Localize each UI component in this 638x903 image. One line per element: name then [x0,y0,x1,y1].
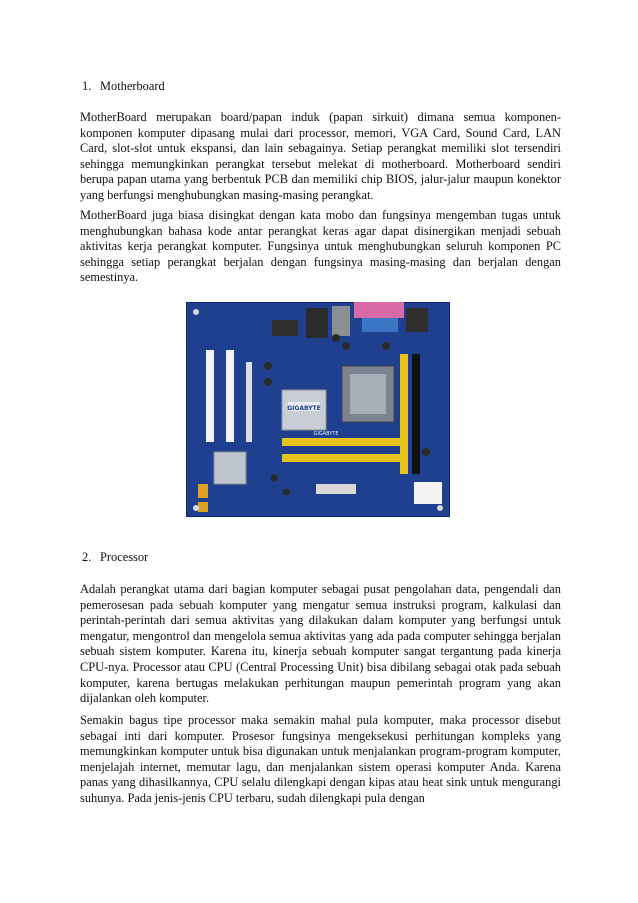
io-port [306,308,328,338]
section-title: Motherboard [100,79,165,93]
motherboard-image [186,302,450,517]
paragraph: MotherBoard merupakan board/papan induk (papan sirkuit) dimana semua komponen-komponen komputer dipasang mulai dari processor, memori, VGA Card, Sound Card, LAN Card, slot-slot untuk ekspansi, dan lain sebagainya. Setiap perangkat memiliki slot tersendiri sehingga memungkinkan perangkat tersebut melekat di motherboard. Motherboard sendiri berupa papan utama yang berbentuk PCB dan memiliki chip BIOS, jalur-jalur maupun konektor yang berfungsi menghubungkan masing-masing perangkat. [80,110,561,202]
section-number: 1. [82,79,92,93]
brand-label: GIGABYTE [287,405,321,412]
dimm-slot [400,354,408,474]
pci-slot [206,350,214,442]
power-connector [414,482,442,504]
parallel-port [354,302,404,318]
southbridge-heatsink [214,452,246,484]
usb-lan-port [332,306,350,336]
section-number: 2. [82,550,92,564]
dimm-slot [282,438,400,446]
section-title: Processor [100,550,149,564]
paragraph: Adalah perangkat utama dari bagian komputer sebagai pusat pengolahan data, pengendali dan pemerosesan pada sebuah komputer yang mengatur semua instruksi program, kalkulasi dan perintah-perintah dari semua aktivitas yang dilakukan dalam komputer yang berfungsi untuk mengatur, mengontrol dan mengelola semua aktivitas yang ada pada computer sehingga berjalan sebuah sistem komputer. Karena itu, kinerja sebuah komputer sangat tergantung pada kinerja CPU-nya. Processor atau CPU (Central Processing Unit) bisa dibilang sebagai otak pada sebuah komputer, karena bertugas melakukan perhitungan maupun pemerintah program yang akan dijalankan oleh komputer. [80,582,561,706]
paragraph: MotherBoard juga biasa disingkat dengan kata mobo dan fungsinya mengemban tugas untuk menghubungkan bahasa kode antar perangkat keras agar dapat disinergikan menjadi sebuah aktivitas kerja perangkat komputer. Fungsinya untuk menghubungkan seluruh komponen PC sehingga setiap perangkat berjalan dengan fungsinya masing-masing dan berjalan dengan semestinya. [80,208,561,285]
serial-port [362,318,398,332]
section-heading-processor [82,550,148,565]
silkscreen-label: GIGABYTE [313,431,339,437]
paragraph: Semakin bagus tipe processor maka semakin mahal pula komputer, maka processor disebut sebagai inti dari komputer. Prosesor fungsinya mengeksekusi perhitungan kompleks yang memungkinkan komputer untuk bisa digunakan untuk menjalankan program-program komputer, menjelajah internet, memutar lagu, dan menjalankan sistem operasi komputer Anda. Karena panas yang dihasilkannya, CPU selalu dilengkapi dengan kipas atau heat sink untuk mengurangi suhunya. Pada jenis-jenis CPU terbaru, sudah dilengkapi pula dengan [80,713,561,805]
audio-jacks [406,308,428,332]
sata-port [198,484,208,498]
pci-slot [226,350,234,442]
dimm-slot [412,354,420,474]
dimm-slot [282,454,400,462]
section-heading-motherboard [82,79,165,94]
ide-connector [316,484,356,494]
